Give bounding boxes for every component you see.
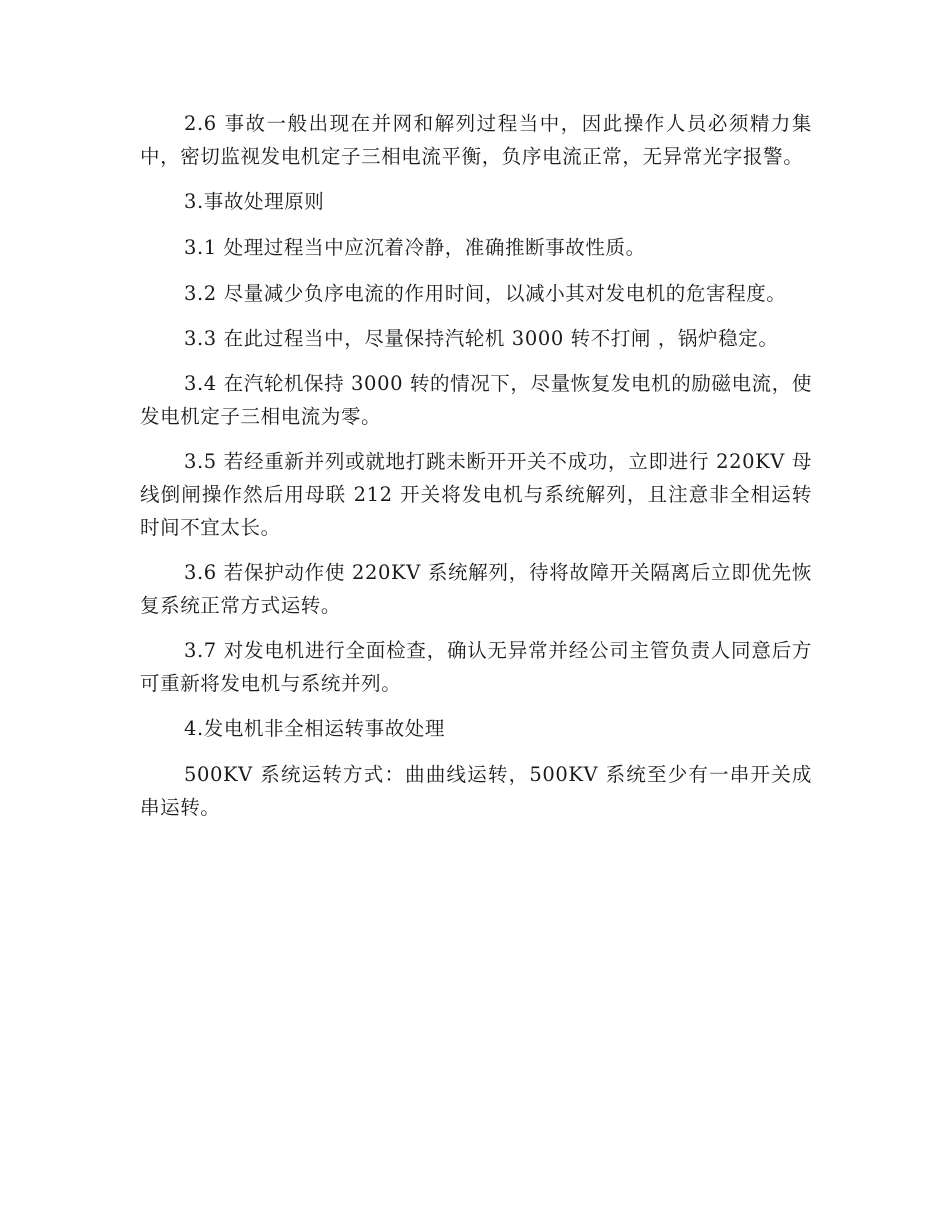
section-heading-3: 3.事故处理原则: [184, 190, 325, 213]
paragraph-3-6: 3.6 若保护动作使 220KV 系统解列，待将故障开关隔离后立即优先恢复系统正常方式运转。: [140, 561, 812, 617]
paragraph-3-3: 3.3 在此过程当中，尽量保持汽轮机 3000 转不打闸 ，锅炉稳定。: [184, 327, 779, 350]
paragraph-3-2: 3.2 尽量减少负序电流的作用时间，以减小其对发电机的危害程度。: [184, 282, 787, 305]
paragraph-3-5: 3.5 若经重新并列或就地打跳未断开开关不成功，立即进行 220KV 母线倒闸操作然后用母联 212 开关将发电机与系统解列，且注意非全相运转时间不宜太长。: [140, 450, 812, 539]
paragraph-2-6: 2.6 事故一般出现在并网和解列过程当中，因此操作人员必须精力集中，密切监视发电机定子三相电流平衡，负序电流正常，无异常光字报警。: [140, 112, 812, 168]
paragraph-500kv: 500KV 系统运转方式：曲曲线运转，500KV 系统至少有一串开关成串运转。: [140, 763, 812, 819]
paragraph-3-7: 3.7 对发电机进行全面检查，确认无异常并经公司主管负责人同意后方可重新将发电机与系统并列。: [140, 639, 812, 695]
paragraph-3-1: 3.1 处理过程当中应沉着冷静，准确推断事故性质。: [184, 236, 646, 259]
document-body: [140, 107, 812, 836]
paragraph-3-4: 3.4 在汽轮机保持 3000 转的情况下，尽量恢复发电机的励磁电流，使发电机定子三相电流为零。: [140, 372, 812, 428]
section-heading-4: 4.发电机非全相运转事故处理: [184, 717, 446, 740]
